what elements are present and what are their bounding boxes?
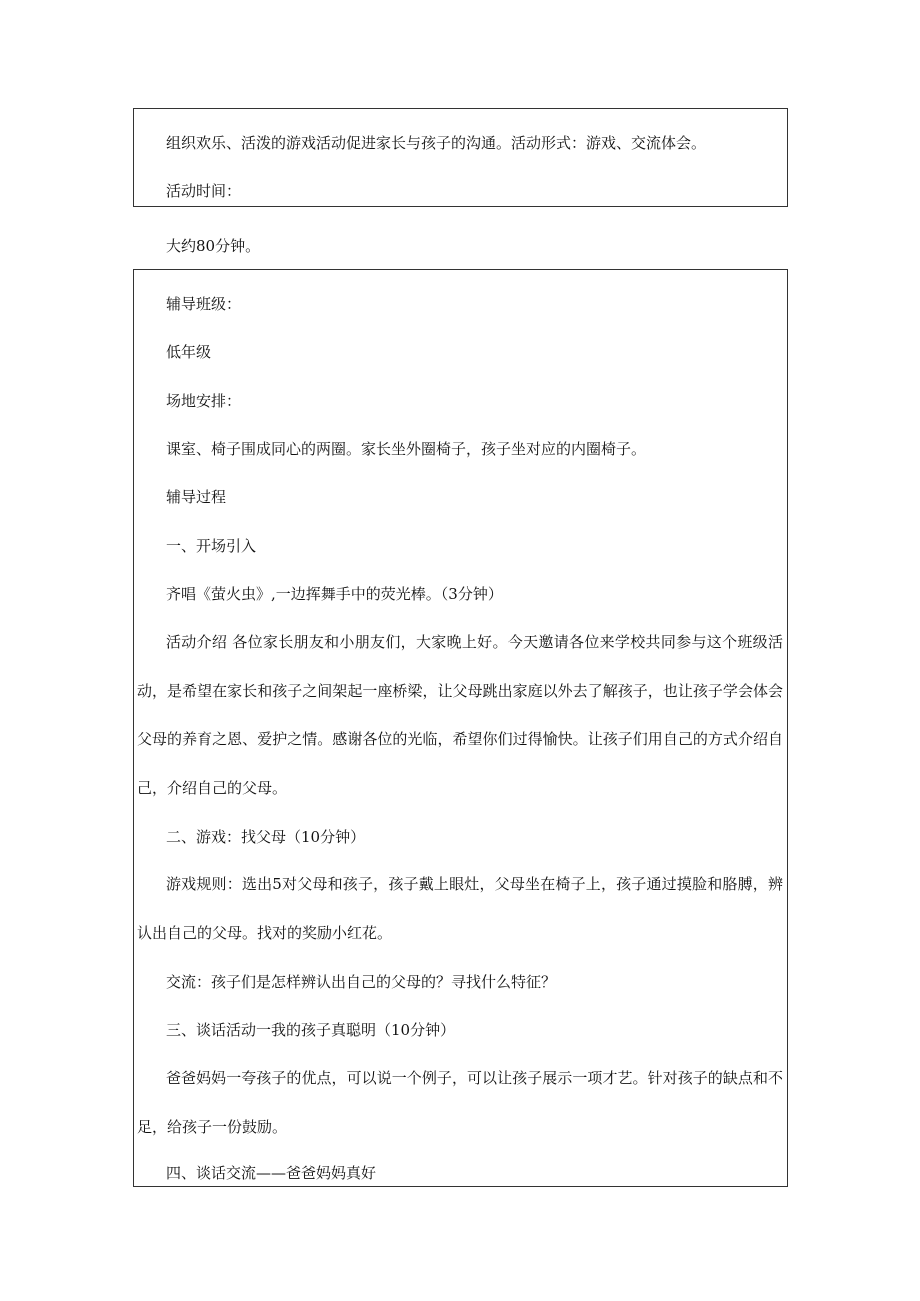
part3-paragraph: 爸爸妈妈一夸孩子的优点，可以说一个例子，可以让孩子展示一项才艺。针对孩子的缺点和不足，给孩子一份鼓励。 xyxy=(137,1069,783,1136)
part1-heading: 一、开场引入 xyxy=(166,537,257,555)
activity-goal-text: 组织欢乐、活泼的游戏活动促进家长与孩子的沟通。活动形式：游戏、交流体会。 xyxy=(166,134,707,152)
process-heading: 辅导过程 xyxy=(166,488,227,506)
part1-intro-paragraph: 活动介绍 各位家长朋友和小朋友们，大家晚上好。今天邀请各位来学校共同参与这个班级活动，是希望在家长和孩子之间架起一座桥梁，让父母跳出家庭以外去了解孩子，也让孩子学会体会父母的养育之恩、爱护之情。感谢各位的光临，希望你们过得愉快。让孩子们用自己的方式介绍自己，介绍自己的父母。 xyxy=(137,633,783,797)
activity-duration-text: 大约80分钟。 xyxy=(166,237,261,255)
part3-heading: 三、谈话活动一我的孩子真聪明（10分钟） xyxy=(166,1021,456,1039)
class-value: 低年级 xyxy=(166,343,212,361)
part4-heading: 四、谈话交流——爸爸妈妈真好 xyxy=(166,1164,377,1182)
activity-time-label: 活动时间： xyxy=(166,182,242,200)
class-label: 辅导班级： xyxy=(166,295,242,313)
venue-value: 课室、椅子围成同心的两圈。家长坐外圈椅子，孩子坐对应的内圈椅子。 xyxy=(166,440,647,458)
part2-heading: 二、游戏：找父母（10分钟） xyxy=(166,828,366,846)
venue-label: 场地安排： xyxy=(166,392,242,410)
part1-song-text: 齐唱《萤火虫》,一边挥舞手中的荧光棒。（3分钟） xyxy=(166,585,503,603)
part2-rules-paragraph: 游戏规则：选出5对父母和孩子，孩子戴上眼灶，父母坐在椅子上，孩子通过摸脸和胳膊，辨认出自己的父母。找对的奖励小红花。 xyxy=(137,875,783,942)
part2-exchange-text: 交流：孩子们是怎样辨认出自己的父母的？寻找什么特征？ xyxy=(166,973,557,991)
